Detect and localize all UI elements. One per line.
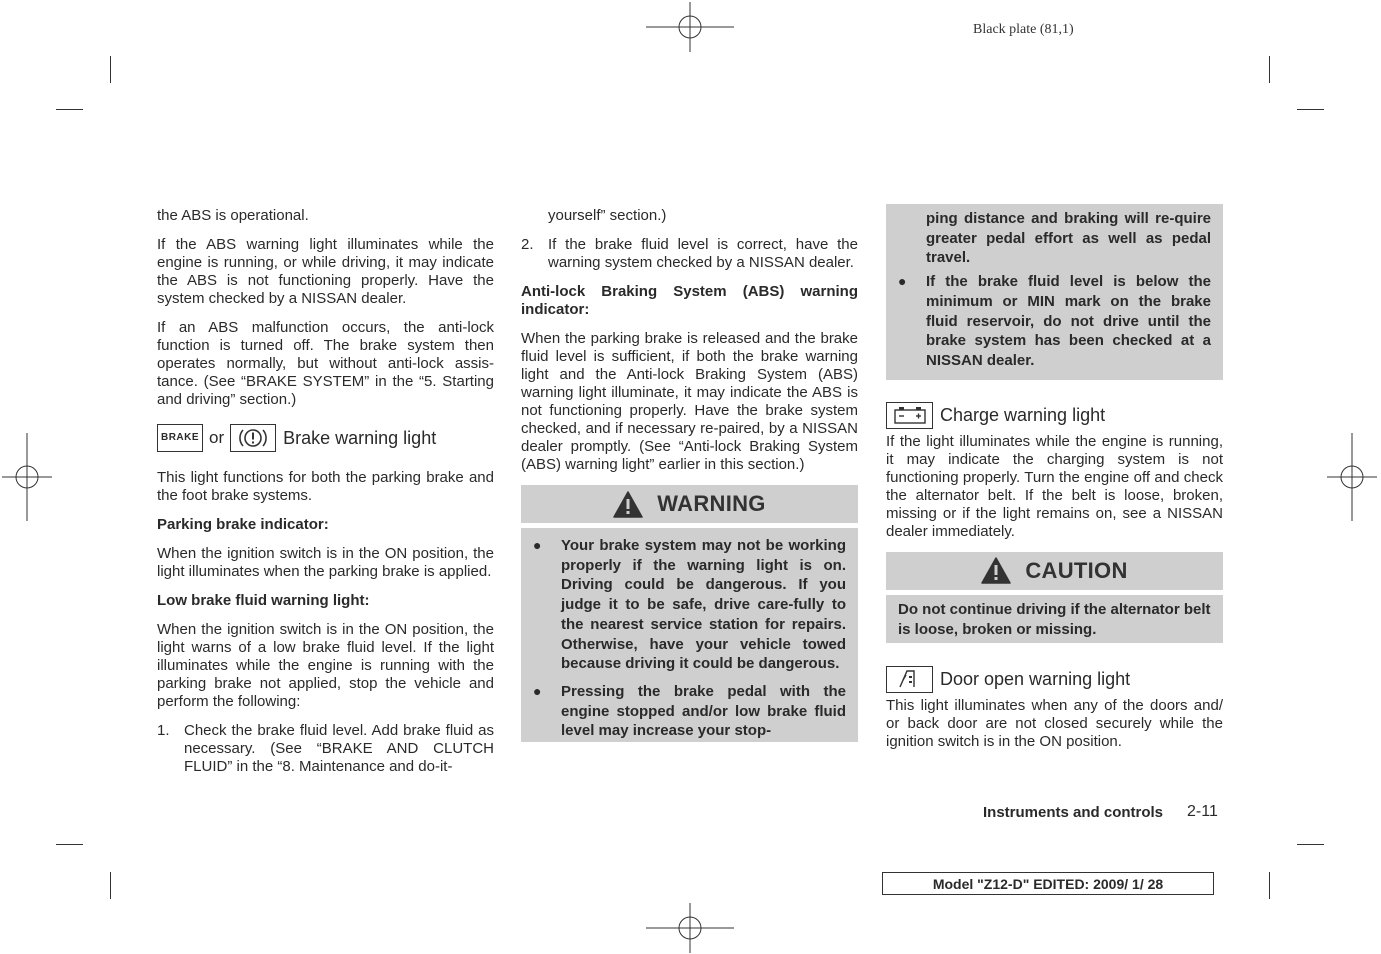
door-section <box>886 666 1223 751</box>
section-heading: Brake warning light <box>283 428 437 448</box>
door-open-icon <box>886 666 933 693</box>
list-text: Pressing the brake pedal with the engine stopped and/or low brake fluid level may increase your stop- <box>561 682 846 740</box>
bullet-icon: ● <box>533 537 542 553</box>
charge-warning-heading <box>886 402 1223 429</box>
paragraph: When the ignition switch is in the ON position, the light illuminates when the parking brake is applied. <box>157 545 494 580</box>
crop-mark <box>110 56 111 83</box>
plate-label: Black plate (81,1) <box>973 22 1074 37</box>
crop-mark <box>1269 872 1270 899</box>
page-number: 2-11 <box>1187 803 1218 820</box>
column-left <box>157 207 494 787</box>
steps-list <box>157 722 494 776</box>
or-text: or <box>209 428 225 447</box>
column-right <box>886 204 1223 762</box>
steps-list <box>521 236 858 272</box>
footer-section-title: Instruments and controls <box>983 804 1164 821</box>
list-number: 2. <box>521 236 534 253</box>
column-middle <box>521 207 858 742</box>
list-continuation: yourself” section.) <box>548 207 667 224</box>
paragraph: If the ABS warning light illuminates while the engine is running, or while driving, it may indicate the ABS is not functioning properly. Have the system checked by a NISSAN dealer. <box>157 236 494 307</box>
crop-mark <box>1297 109 1324 110</box>
paragraph: This light illuminates when any of the doors and/ or back door are not closed securely while the ignition switch is in the ON position. <box>886 696 1223 750</box>
warning-triangle-icon <box>981 557 1011 584</box>
warning-list <box>898 209 1211 371</box>
list-item <box>157 722 494 776</box>
list-item <box>898 209 1211 268</box>
brake-text-icon: BRAKE <box>157 424 203 452</box>
subheading: Parking brake indicator: <box>157 516 329 533</box>
brake-warning-heading <box>157 424 494 452</box>
section-heading: Charge warning light <box>940 405 1106 426</box>
registration-mark-icon <box>646 903 734 953</box>
warning-body-continued <box>886 204 1223 380</box>
warning-title: WARNING <box>657 491 766 516</box>
subheading: Anti-lock Braking System (ABS) warning indicator: <box>521 283 858 318</box>
paragraph: When the parking brake is released and the brake fluid level is sufficient, if both the brake warning light and the Anti-lock Braking System (ABS) warning light illuminate, it may indicate the ABS is not functioning properly. Have the brake system checked, and if necessary re-paired, by a NISSAN dealer promptly. (See “Anti-lock Braking System (ABS) warning light” earlier in this section.) <box>521 330 858 473</box>
list-item <box>521 236 858 272</box>
caution-banner <box>886 552 1223 590</box>
subheading: Low brake fluid warning light: <box>157 592 370 609</box>
list-text: If the brake fluid level is correct, have the warning system checked by a NISSAN dealer. <box>548 236 858 271</box>
warning-triangle-icon <box>613 491 643 518</box>
crop-mark <box>56 844 83 845</box>
registration-mark-icon <box>1327 433 1377 521</box>
caution-title: CAUTION <box>1025 557 1128 583</box>
brake-circle-icon <box>230 424 276 452</box>
caution-body: Do not continue driving if the alternator belt is loose, broken or missing. <box>886 595 1223 643</box>
battery-icon <box>886 402 933 429</box>
list-text: Your brake system may not be working properly if the warning light is on. Driving could be dangerous. If you judge it to be safe, drive care-fully to the nearest service station for repairs. Otherwise, have your vehicle towed because driving it could be dangerous. <box>561 537 846 673</box>
warning-body <box>521 528 858 742</box>
crop-mark <box>1269 56 1270 83</box>
bullet-icon: ● <box>533 682 542 699</box>
model-edited-box: Model "Z12-D" EDITED: 2009/ 1/ 28 <box>882 872 1214 895</box>
list-item <box>533 536 846 674</box>
crop-mark <box>110 872 111 899</box>
paragraph: If an ABS malfunction occurs, the anti-lock function is turned off. The brake system then operates normally, but without anti-lock assis-tance. (See “BRAKE SYSTEM” in the “5. Starting and driving” section.) <box>157 319 494 408</box>
list-item <box>898 272 1211 371</box>
list-text: ping distance and braking will re-quire greater pedal effort as well as pedal travel. <box>926 210 1211 267</box>
bullet-icon: ● <box>898 273 907 290</box>
warning-banner <box>521 485 858 523</box>
warning-list <box>533 536 846 742</box>
list-text: If the brake fluid level is below the minimum or MIN mark on the brake fluid reservoir, do not drive until the brake system has been checked at a NISSAN dealer. <box>926 273 1211 369</box>
paragraph: When the ignition switch is in the ON position, the light warns of a low brake fluid level. If the light illuminates while the engine is running with the parking brake not applied, stop the vehicle and perform the following: <box>157 621 494 710</box>
registration-mark-icon <box>646 2 734 52</box>
crop-mark <box>56 109 83 110</box>
section-heading: Door open warning light <box>940 669 1131 690</box>
list-number: 1. <box>157 722 170 739</box>
list-text: Check the brake fluid level. Add brake fluid as necessary. (See “BRAKE AND CLUTCH FLUID” in the “8. Maintenance and do-it- <box>184 722 494 775</box>
registration-mark-icon <box>2 433 52 521</box>
door-warning-heading <box>886 666 1223 693</box>
paragraph: the ABS is operational. <box>157 207 309 224</box>
list-item <box>533 682 846 742</box>
charge-section <box>886 402 1223 541</box>
paragraph: If the light illuminates while the engine is running, it may indicate the charging system is not functioning properly. Turn the engine off and check the alternator belt. If the belt is loose, broken, missing or if the light remains on, see a NISSAN dealer immediately. <box>886 432 1223 540</box>
crop-mark <box>1297 844 1324 845</box>
paragraph: This light functions for both the parking brake and the foot brake systems. <box>157 469 494 504</box>
